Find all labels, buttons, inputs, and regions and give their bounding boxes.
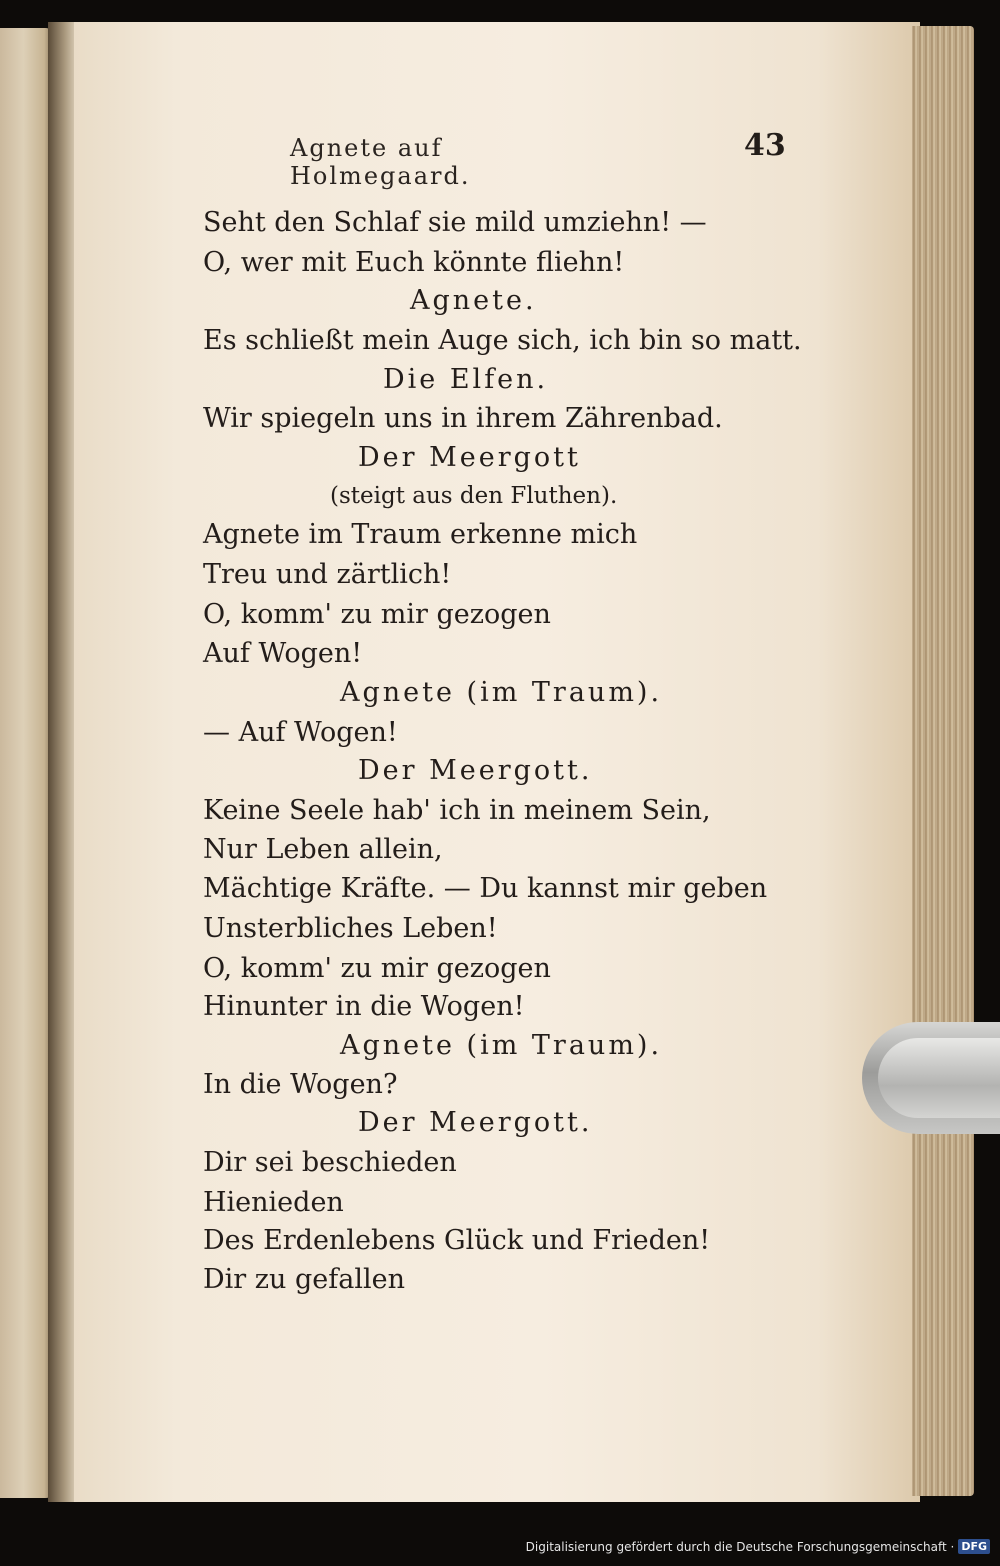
verse-line: O, komm' zu mir gezogen xyxy=(203,953,551,984)
speaker-heading: Agnete (im Traum). xyxy=(340,677,663,708)
speaker-heading: Die Elfen. xyxy=(383,364,549,395)
verse-line: Treu und zärtlich! xyxy=(203,559,452,590)
verse-line: Agnete im Traum erkenne mich xyxy=(203,519,638,550)
speaker-heading: Der Meergott xyxy=(358,442,581,473)
speaker-heading: Der Meergott. xyxy=(358,1107,593,1138)
verse-line: Unsterbliches Leben! xyxy=(203,913,498,944)
verse-line: Wir spiegeln uns in ihrem Zährenbad. xyxy=(203,403,723,434)
verse-line: O, wer mit Euch könnte fliehn! xyxy=(203,247,625,278)
speaker-heading: Der Meergott. xyxy=(358,755,593,786)
verse-line: Hienieden xyxy=(203,1187,344,1218)
verse-line: Auf Wogen! xyxy=(203,638,363,669)
verse-line: Dir sei beschieden xyxy=(203,1147,457,1178)
left-page-edge xyxy=(0,28,52,1498)
verse-line: Nur Leben allein, xyxy=(203,834,443,865)
verse-line: In die Wogen? xyxy=(203,1069,398,1100)
verse-line: Hinunter in die Wogen! xyxy=(203,991,525,1022)
speaker-heading: Agnete (im Traum). xyxy=(340,1030,663,1061)
page-number: 43 xyxy=(744,128,786,163)
verse-line: Es schließt mein Auge sich, ich bin so matt. xyxy=(203,325,802,356)
page-edges-stack xyxy=(912,26,974,1496)
speaker-heading: Agnete. xyxy=(410,285,537,316)
digitization-credit xyxy=(526,1539,990,1554)
verse-line: — Auf Wogen! xyxy=(203,717,398,748)
page-clip-holder xyxy=(862,1022,1000,1134)
verse-line: O, komm' zu mir gezogen xyxy=(203,599,551,630)
verse-line: Seht den Schlaf sie mild umziehn! — xyxy=(203,207,707,238)
verse-line: Des Erdenlebens Glück und Frieden! xyxy=(203,1225,711,1256)
credit-text: Digitalisierung gefördert durch die Deutsche Forschungsgemeinschaft · xyxy=(525,1539,955,1554)
verse-line: Dir zu gefallen xyxy=(203,1264,405,1295)
stage-direction: (steigt aus den Fluthen). xyxy=(330,483,618,509)
dfg-logo: DFG xyxy=(958,1539,990,1554)
verse-line: Keine Seele hab' ich in meinem Sein, xyxy=(203,795,711,826)
verse-line: Mächtige Kräfte. — Du kannst mir geben xyxy=(203,873,768,904)
running-title: Agnete auf Holmegaard. xyxy=(290,134,471,190)
